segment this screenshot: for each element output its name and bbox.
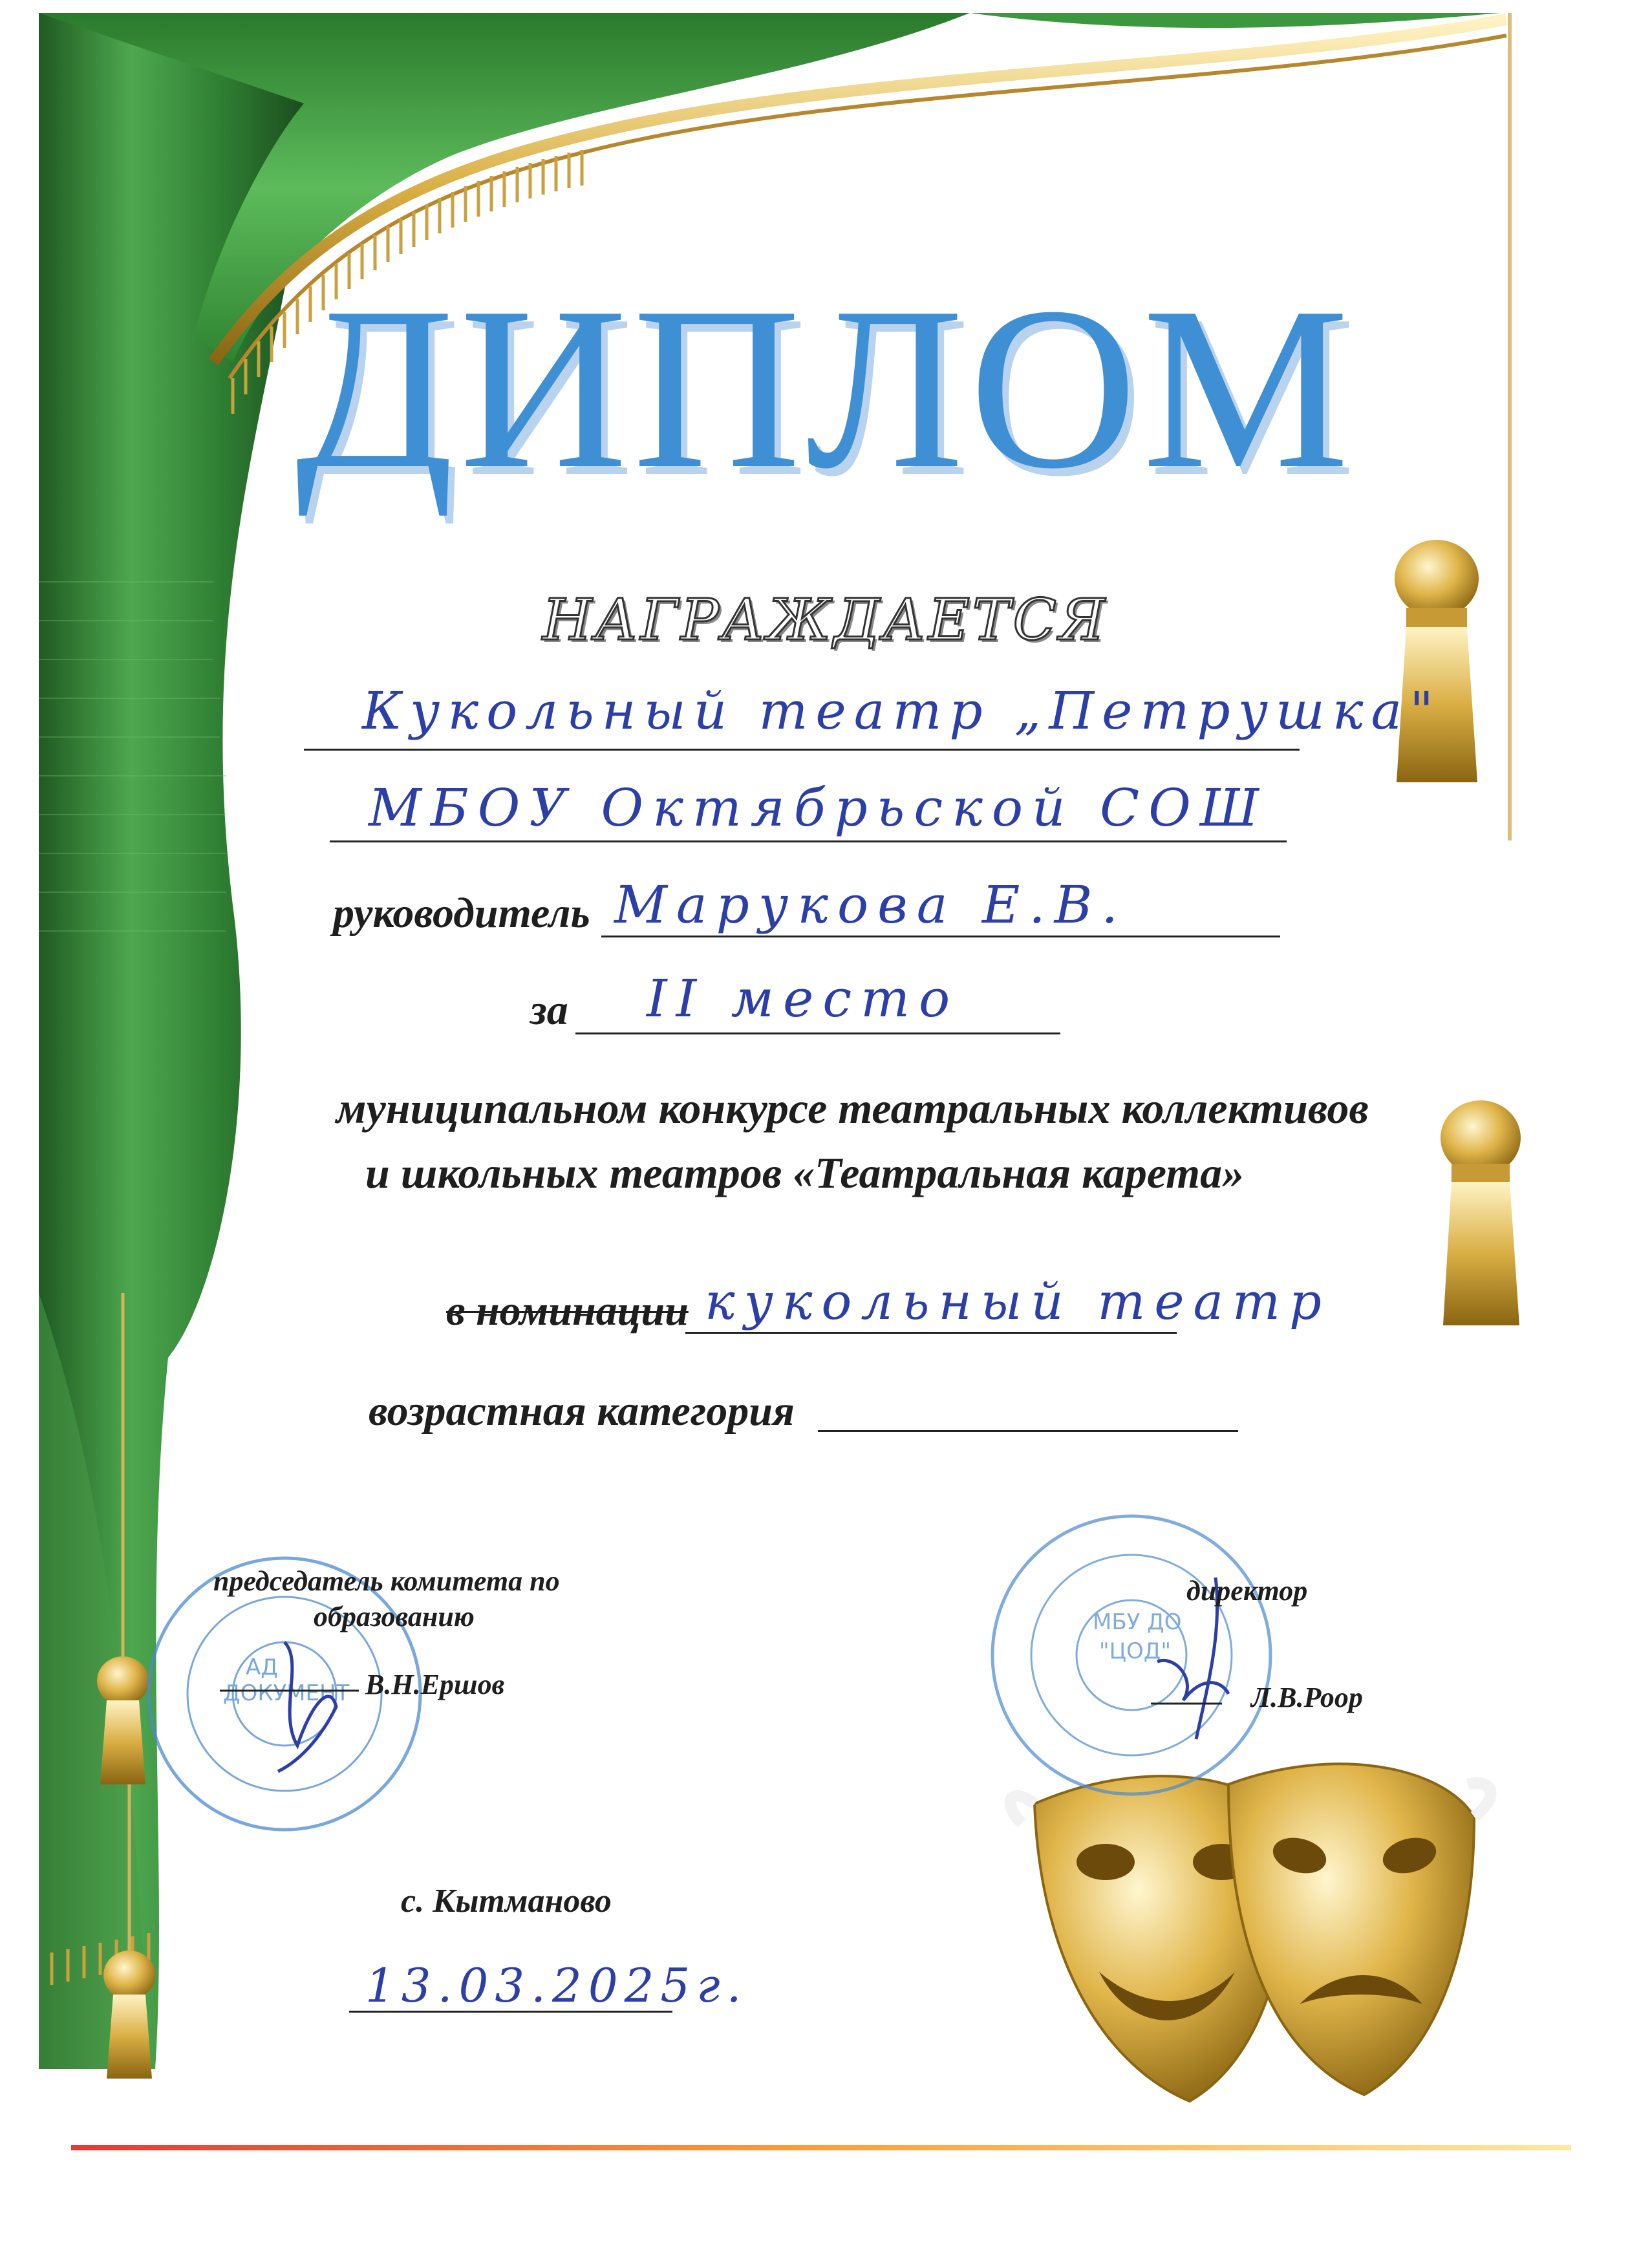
date-rule — [349, 2011, 672, 2013]
signature-left — [278, 1642, 336, 1771]
place-value: II место — [647, 968, 959, 1029]
recipient-line-1-rule — [304, 749, 1300, 751]
right-signer-name: Л.В.Роор — [1251, 1682, 1363, 1713]
right-signer-title: директор — [1186, 1575, 1308, 1607]
recipient-line-1: Кукольный театр „Петрушка" — [362, 681, 1442, 741]
leader-name: Марукова Е.В. — [614, 875, 1127, 935]
for-label: за — [530, 987, 568, 1034]
contest-line-2: и школьных театров «Театральная карета» — [365, 1148, 1245, 1197]
nomination-value: кукольный театр — [705, 1273, 1331, 1331]
age-category-rule — [818, 1430, 1238, 1432]
left-signer-name: В.Н.Ершов — [365, 1669, 505, 1700]
place-rule — [575, 1032, 1060, 1034]
tassel-icon — [1395, 540, 1479, 782]
issue-date: 13.03.2025г. — [365, 1958, 748, 2013]
nomination-label: в номинации — [446, 1287, 689, 1334]
recipient-line-2-rule — [330, 840, 1287, 842]
left-signer-title-1: председатель комитета по — [213, 1565, 560, 1597]
nomination-rule — [685, 1332, 1177, 1334]
recipient-line-2: МБОУ Октябрьской СОШ — [369, 778, 1269, 838]
tassel-icon — [1441, 1100, 1521, 1325]
contest-line-1: муниципальном конкурсе театральных коллективов — [336, 1084, 1369, 1133]
diploma-title: ДИПЛОМ — [295, 259, 1355, 517]
svg-text:МБУ ДО: МБУ ДО — [1093, 1609, 1182, 1635]
leader-label: руководитель — [333, 890, 590, 937]
leader-rule — [601, 936, 1280, 937]
bottom-rule — [71, 2145, 1571, 2150]
svg-text:АД: АД — [246, 1654, 278, 1680]
age-category-label: возрастная категория — [369, 1387, 795, 1435]
svg-text:ДОКУМЕНТ: ДОКУМЕНТ — [223, 1680, 350, 1706]
official-stamp-right — [992, 1516, 1270, 1794]
awarded-label: НАГРАЖДАЕТСЯ — [542, 586, 1108, 653]
place-of-issue: с. Кытманово — [401, 1883, 612, 1920]
svg-text:"ЦОД": "ЦОД" — [1099, 1638, 1171, 1664]
left-signer-title-2: образованию — [314, 1601, 475, 1632]
theatre-masks-icon — [1011, 1764, 1491, 2101]
